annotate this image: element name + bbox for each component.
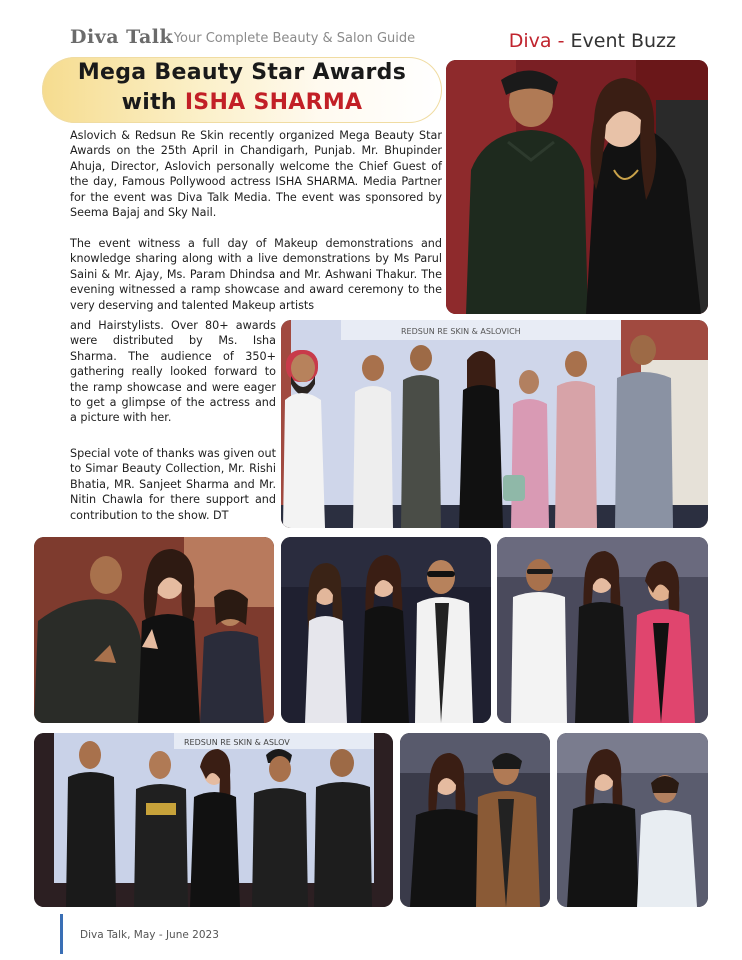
article-paragraph-2b: and Hairstylists. Over 80+ awards were distributed by Ms. Isha Sharma. The audience of 350+ gathering really looked forward to the ramp showcase and were eager to get a glimpse of the actress and a picture with her. (70, 319, 276, 425)
magazine-tagline: - Your Complete Beauty & Salon Guide (165, 31, 416, 46)
title-name: ISHA SHARMA (184, 90, 363, 115)
article-paragraph-3: Special vote of thanks was given out to Simar Beauty Collection, Mr. Rishi Bhatia, MR. Sanjeet Sharma and Mr. Nitin Chawla for there support and contribution to the show. DT (70, 447, 276, 522)
footer-issue: Diva Talk, May - June 2023 (80, 929, 219, 941)
footer-accent-bar (60, 914, 63, 954)
article-paragraph-2a: The event witness a full day of Makeup demonstrations and knowledge sharing along with a live demonstrations by Ms Parul Saini & Mr. Ajay, Ms. Param Dhindsa and Mr. Ashwani Thakur. The evening witnessed a ramp showcase and award ceremony to the very deserving and talented Makeup artists (70, 237, 442, 312)
photo-men-group (34, 733, 393, 907)
photo-trio-left (34, 537, 274, 723)
photo-duo-jacket (400, 733, 550, 907)
article-paragraph-1: Aslovich & Redsun Re Skin recently organized Mega Beauty Star Awards on the 25th April in Chandigarh, Punjab. Mr. Bhupinder Ahuja, Director, Aslovich personally welcome the Chief Guest of the day, Famous Pollywood actress ISHA SHARMA. Media Partner for the event was Diva Talk Media. The event was sponsored by Seema Bajaj and Sky Nail. (70, 129, 442, 220)
article-title-line2 (42, 90, 442, 115)
section-separator: - (551, 30, 571, 52)
magazine-brand: Diva Talk (70, 26, 174, 48)
section-label (509, 30, 676, 52)
banner-text: REDSUN RE SKIN & ASLOVICH (401, 327, 521, 336)
title-prefix: with (121, 90, 185, 115)
section-prefix: Diva (508, 30, 552, 52)
photo-trio-middle (281, 537, 491, 723)
photo-duo-white (557, 733, 708, 907)
photo-guest-duo (446, 60, 708, 314)
photo-group-banner (281, 320, 708, 528)
section-name: Event Buzz (570, 30, 676, 52)
banner-text-short: REDSUN RE SKIN & ASLOV (184, 738, 290, 747)
photo-trio-right (497, 537, 708, 723)
article-title-line1: Mega Beauty Star Awards (77, 60, 407, 85)
